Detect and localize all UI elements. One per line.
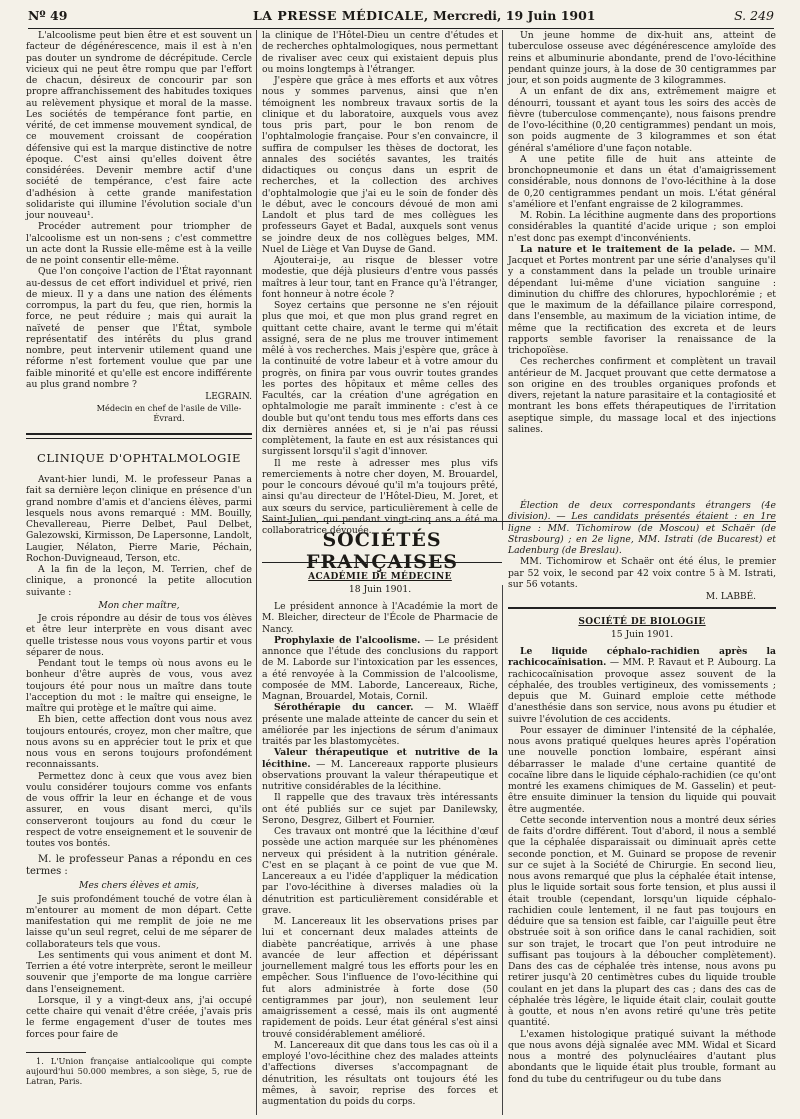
paragraph: L'examen histologique pratiqué suivant la méthode que nous avons déjà signalée avec MM. Widal et Sicard nous a montré des polynucléaires d'autant plus abondants que le liquide était plus trouble, formant au fond du tube du centrifugeur ou du tube dans — [508, 1028, 776, 1085]
paragraph: Permettez donc à ceux que vous avez bien voulu considérer toujours comme vos enfants de vous offrir la leur en échange et de vous assurer, en vous disant merci, qu'ils conserveront toujours au fond du cœur le respect de votre enseignement et le souvenir de toutes vos bontés. — [26, 770, 252, 849]
column-3-top — [508, 30, 776, 518]
author-signature: M. LABBÉ. — [705, 592, 756, 602]
column-3-bottom — [508, 500, 776, 1115]
issue-number: Nº 49 — [28, 8, 68, 23]
column-divider — [256, 30, 257, 1115]
header-rule — [28, 28, 774, 29]
subheading: Sérothérapie du cancer. — [274, 702, 414, 714]
paragraph: Le président annonce à l'Académie la mort de M. Bleicher, directeur de l'École de Pharmacie de Nancy. — [262, 601, 498, 635]
column-divider — [502, 30, 503, 530]
paragraph: Cette seconde intervention nous a montré deux séries de faits d'ordre différent. Tout d'abord, il nous a semblé que la céphalée disparaissait ou diminuait après cette seconde ponction, et M. Guinard se propose de revenir sur ce sujet à la Société de Chirurgie. En second lieu, nous avons remarqué que plus la céphalée était intense, plus le liquide sortait sous forte tension, et plus aussi il était trouble (cependant, lorsqu'un liquide céphalo-rachidien coule lentement, il ne faut pas toujours en déduire que sa tension est faible, car l'aiguille peut être obstruée soit à son orifice dans le canal rachidien, soit sur son trajet, le trocart que l'on peut introduire ne suffisant pas toujours à la déboucher complètement). Dans des cas de céphalée très intense, nous avons pu retirer jusqu'à 20 centimètres cubes du liquide trouble coulant en jet dans la plupart des cas ; dans des cas de céphalée très légère, le liquide était clair, coulait goutte à goutte, et nous n'en avons retiré qu'une très petite quantité. — [508, 814, 776, 1029]
section-rule — [26, 438, 252, 439]
salutation: Mes chers élèves et amis, — [79, 880, 199, 892]
section-rule — [26, 433, 252, 435]
column-2 — [262, 30, 498, 536]
paragraph: MM. Tichomirow et Schaër ont été élus, le premier par 52 voix, le second par 42 voix contre 5 à M. Istrati, sur 56 votants. — [508, 556, 776, 590]
paragraph: Ces travaux ont montré que la lécithine d'œuf possède une action marquée sur les phénomènes nerveux qui président à la nutrition générale. C'est en se plaçant à ce point de vue que M. Lancereaux a eu l'idée d'appliquer la médication par l'ovo-lécithine à diverses maladies où la dénutrition est particulièrement considérable et grave. — [262, 826, 498, 916]
paragraph: Lorsque, il y a vingt-deux ans, j'ai occupé cette chaire qui venait d'être créée, j'avais pris le ferme engagement d'user de toutes mes forces pour faire de — [26, 994, 252, 1040]
paragraph: M. Lancereaux dit que dans tous les cas où il a employé l'ovo-lécithine chez des malades atteints d'affections diverses s'accompagnant de dénutrition, les résultats ont toujours été les mêmes, à savoir, reprise des forces et augmentation du poids du corps. — [262, 1039, 498, 1107]
footnote-rule — [26, 1052, 86, 1053]
paragraph: — Le président annonce que l'étude des conclusions du rapport de M. Laborde sur l'intoxication par les essences, a été renvoyée à la Commission de l'alcoolisme, composée de MM. Laborde, Lancereaux, Riche, Magnan, Brouardel, Motais, Cornil. — [262, 634, 499, 702]
banner-rule — [262, 562, 502, 563]
author-role: Médecin en chef de l'asile de Ville-Évrard. — [96, 403, 242, 423]
biologie-date: 15 Juin 1901. — [610, 629, 674, 640]
subheading: Le liquide céphalo-rachidien après la rachicocaïnisation. — [508, 646, 776, 669]
paragraph: Je crois répondre au désir de tous vos élèves et être leur interprète en vous disant avec quelle tristesse nous vous voyons partir et vous séparer de nous. — [26, 613, 252, 658]
paragraph: Soyez certains que personne ne s'en réjouit plus que moi, et que mon plus grand regret en quittant cette chaire, avant le terme qui m'était assigné, sera de ne plus me trouver intimement mêlé à vos recherches. Mais j'espère que, grâce à la continuité de votre labeur et à votre amour du progrès, on finira par vous ouvrir toutes grandes les portes des hôpitaux et même celles des Facultés, car la création d'une agrégation en ophtalmologie me paraît imminente : c'est à ce double but qu'ont tendu tous mes efforts dans ces dix dernières années et, si je n'ai pas réussi complètement, la faute en est aux résistances qui surgissent lorsqu'il s'agit d'innover. — [262, 300, 498, 458]
paragraph: Élection de deux correspondants étrangers (4e division). — Les candidats présentés étaient : en 1re ligne : MM. Tichomirow (de Moscou) et Schaër (de Strasbourg) ; en 2e ligne, MM. Istrati (de Bucarest) et Ladenburg (de Breslau). — [508, 500, 776, 556]
academie-date: 18 Juin 1901. — [348, 584, 412, 595]
subheading: Valeur thérapeutique et nutritive de la lécithine. — [262, 747, 498, 770]
paragraph: la clinique de l'Hôtel-Dieu un centre d'études et de recherches ophtalmologiques, nous permettant de rivaliser avec ceux qui existaient depuis plus ou moins longtemps à l'étranger. — [262, 30, 498, 75]
footnote: 1. L'Union française antialcoolique qui compte aujourd'hui 50.000 membres, a son siège, 5, rue de Latran, Paris. — [26, 1055, 252, 1086]
paragraph: J'espère que grâce à mes efforts et aux vôtres nous y sommes parvenus, ainsi que n'en témoignent les nombreux travaux sortis de la clinique et du laboratoire, auxquels vous avez tous pris part, pour le bon renom de l'ophtalmologie française. Pour s'en convaincre, il suffira de compulser les thèses de doctorat, les annales des sociétés savantes, les traités didactiques ou conçus dans un esprit de recherches, et la collection des archives d'ophtalmologie que j'ai eu le soin de fonder dès le début, avec le concours dévoué de mon ami Landolt et plus tard de mes collègues les professeurs Gayet et Badal, auxquels sont venus se joindre deux de nos collègues belges, MM. Nuel de Liège et Van Duyse de Gand. — [262, 75, 498, 255]
societes-title: SOCIÉTÉS FRANÇAISES — [305, 529, 459, 573]
paragraph: L'alcoolisme peut bien être et est souvent un facteur de dégénérescence, mais il est à n'en pas douter un syndrome de décrépitude. Cercle vicieux qui ne peut être rompu que par l'effort de chacun, désireux de concourir par son propre affranchissement des habitudes toxiques au relèvement physique et moral de la masse. Les sociétés de tempérance font partie, en vérité, de cet immense mouvement syndical, de ce mouvement croissant de coopération défensive qui est la marque distinctive de notre époque. C'est ainsi qu'elles doivent être considérées. Devenir membre actif d'une société de tempérance, c'est faire acte d'adhésion à cette grande manifestation solidariste qui illumine l'évolution sociale d'un jour nouveau¹. — [26, 30, 252, 221]
section-rule — [508, 607, 776, 609]
paragraph: Ces recherches confirment et complètent un travail antérieur de M. Jacquet prouvant que cette dermatose a son origine en des troubles organiques profonds et divers, rejetant la nature parasitaire et la contagiosité et montrant les bons effets thérapeutiques de l'irritation aseptique simple, du massage local et des injections salines. — [508, 356, 776, 435]
author-signature: LEGRAIN. — [205, 392, 252, 402]
subheading: La nature et le traitement de la pelade. — [520, 243, 736, 255]
paragraph: A un enfant de dix ans, extrêmement maigre et dénourri, toussant et ayant tous les soirs des accès de fièvre (tuberculose commençante), nous faisons prendre de l'ovo-lécithine (0,20 centigrammes) pendant un mois, son poids augmente de 3 kilogrammes et son état général s'améliore d'une façon notable. — [508, 86, 776, 154]
paragraph: Avant-hier lundi, M. le professeur Panas a fait sa dernière leçon clinique en présence d'un grand nombre d'amis et d'anciens élèves, parmi lesquels nous avons remarqué : MM. Bouilly, Chevallereau, Pierre Delbet, Paul Delbet, Galezowski, Kirmisson, De Lapersonne, Landolt, Laugier, Nélaton, Pierre Marie, Péchain, Rochon-Duvigneaud, Terson, etc. — [26, 474, 252, 564]
academie-heading: ACADÉMIE DE MÉDECINE — [308, 572, 452, 582]
paragraph: Ajouterai-je, au risque de blesser votre modestie, que déjà plusieurs d'entre vous passés maîtres à leur tour, tant en France qu'à l'étranger, font honneur à notre école ? — [262, 255, 498, 300]
paragraph: Que l'on conçoive l'action de l'État rayonnant au-dessus de cet effort individuel et privé, rien de mieux. Il y a dans une nation des éléments corrompus, la part du feu, que rien, hormis la force, ne peut réduire ; mais qui aurait la naïveté de penser que l'État, symbole représentatif des intérêts du plus grand nombre, peut intervenir utilement quand une réforme n'est fortement voulue que par une faible minorité et qu'elle est encore indifférente au plus grand nombre ? — [26, 266, 252, 390]
paragraph: Je suis profondément touché de votre élan à m'entourer au moment de mon départ. Cette manifestation qui me remplit de joie ne me laisse qu'un seul regret, celui de me séparer de collaborateurs tels que vous. — [26, 893, 252, 950]
paragraph: — M. Lancereaux rapporte plusieurs observations prouvant la valeur thérapeutique et nutritive considérables de la lécithine. — [262, 758, 499, 792]
paragraph: Pendant tout le temps où nous avons eu le bonheur d'être auprès de vous, vous avez toujours été pour nous un maître dans toute l'acception du mot : le maître qui enseigne, le maître qui protège et le maître qui aime. — [26, 658, 252, 714]
paragraph: — MM. P. Ravaut et P. Aubourg. La rachicocaïnisation provoque assez souvent de la céphalée, des troubles vertigineux, des vomissements ; depuis que M. Guinard emploie cette méthode d'anesthésie dans son service, nous avons pu étudier et suivre l'évolution de ces accidents. — [508, 657, 776, 725]
paragraph: Il me reste à adresser mes plus vifs remerciements à notre cher doyen, M. Brouardel, pour le concours dévoué qu'il m'a toujours prêté, ainsi qu'au directeur de l'Hôtel-Dieu, M. Joret, et aux sœurs du service, particulièrement à celle de Saint-Julien, qui pendant vingt-cinq ans a été ma collaboratrice dévouée. — [262, 457, 498, 536]
paragraph: Il rappelle que des travaux très intéressants ont été publiés sur ce sujet par Danilewsky, Serono, Desgrez, Gilbert et Fournier. — [262, 792, 498, 826]
column-1 — [26, 30, 252, 1115]
masthead — [253, 8, 596, 23]
paragraph: Procéder autrement pour triompher de l'alcoolisme est un non-sens ; c'est commettre un acte dont la Russie elle-même est à la veille de ne point consentir elle-même. — [26, 221, 252, 266]
paragraph: A une petite fille de huit ans atteinte de bronchopneumonie et dans un état d'amaigrissement considérable, nous donnons de l'ovo-lécithine à la dose de 0,20 centigrammes pendant un mois. L'état général s'améliore et l'enfant engraisse de 2 kilogrammes. — [508, 153, 776, 210]
biologie-heading: SOCIÉTÉ DE BIOLOGIE — [578, 617, 706, 627]
subheading: Prophylaxie de l'alcoolisme. — [274, 634, 421, 646]
column-divider — [502, 585, 503, 1115]
journal-title: LA PRESSE MÉDICALE, — [253, 8, 429, 23]
paragraph: Pour essayer de diminuer l'intensité de la céphalée, nous avons pratiqué quelques heures après l'opération une nouvelle ponction lombaire, espérant ainsi débarrasser le malade d'une certaine quantité de cocaïne libre dans le liquide céphalo-rachidien (ce qu'ont montré les examens chimiques de M. Gasselin) et peut-être ensuite diminuer la tension du liquide qui pouvait être augmentée. — [508, 724, 776, 815]
paragraph: A la fin de la leçon, M. Terrien, chef de clinique, a prononcé la petite allocution suivante : — [26, 564, 252, 598]
section-title: CLINIQUE D'OPHTALMOLOGIE — [36, 451, 242, 465]
page-header — [28, 6, 774, 28]
paragraph: Les sentiments qui vous animent et dont M. Terrien a été votre interprète, seront le meilleur souvenir que j'emporte de ma longue carrière dans l'enseignement. — [26, 949, 252, 995]
paragraph: — MM. Jacquet et Portes montrent par une série d'analyses qu'il y a constamment dans la pelade un trouble urinaire dépendant lui-même d'une viciation sanguine : diminution du chiffre des chlorures, hypochlorémie ; et que le maximum de la défaillance pilaire correspond, dans l'ensemble, au maximum de la viciation intime, de même que la rectification des excreta et de leurs rapports semble favoriser la renaissance de la trichopoïèse. — [508, 243, 777, 356]
academie-section — [262, 566, 498, 1111]
paragraph: Eh bien, cette affection dont vous nous avez toujours entourés, croyez, mon cher maître, que nous avons su en apprécier tout le prix et que nous vous en serons toujours profondément reconnaissants. — [26, 714, 252, 771]
issue-date: Mercredi, 19 Juin 1901 — [433, 8, 596, 23]
paragraph: — M. Wlaëff présente une malade atteinte de cancer du sein et améliorée par les injections de sérum d'animaux traités par les blastomycètes. — [262, 702, 498, 747]
paragraph: M. Robin. La lécithine augmente dans des proportions considérables la quantité d'acide urique ; son emploi n'est donc pas exempt d'inconvénients. — [508, 210, 776, 244]
paragraph: M. Lancereaux lit les observations prises par lui et concernant deux malades atteints de diabète pancréatique, arrivés à une phase avancée de leur affection et dépérissant journellement malgré tous les efforts pour les en empêcher. Sous l'influence de l'ovo-lécithine qui fut alors administrée à forte dose (50 centigrammes par jour), non seulement leur amaigrissement a cessé, mais ils ont augmenté rapidement de poids. Leur état général s'est ainsi trouvé considérablement amélioré. — [262, 916, 498, 1040]
paragraph: M. le professeur Panas a répondu en ces termes : — [26, 854, 252, 878]
page-signature: S. 249 — [734, 8, 774, 23]
paragraph: Un jeune homme de dix-huit ans, atteint de tuberculose osseuse avec dégénérescence amyloïde des reins et albuminurie abondante, prend de l'ovo-lécithine pendant quinze jours, à la dose de 30 centigrammes par jour, et son poids augmente de 3 kilogrammes. — [508, 30, 776, 86]
salutation: Mon cher maître, — [98, 599, 180, 611]
